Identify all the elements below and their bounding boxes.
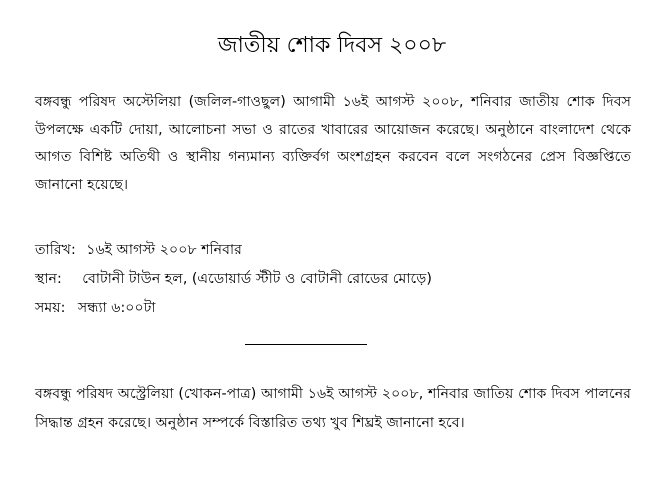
venue-label: স্থান: — [35, 271, 62, 287]
section-divider — [245, 344, 367, 345]
time-row — [35, 294, 631, 323]
date-row — [35, 236, 631, 265]
time-value: সন্ধ্যা ৬:০০টা — [77, 300, 156, 316]
venue-row — [35, 265, 631, 294]
event-details — [35, 236, 631, 323]
announcement-paragraph-2: বঙ্গবন্ধু পরিষদ অস্ট্রেলিয়া (খোকন-পাত্র) আগামী ১৬ই আগস্ট ২০০৮, শনিবার জাতিয় শোক দিবস পালনের সিদ্ধান্ত গ্রহন করেছে। অনুষ্ঠান সম্পর্কে বিস্তারিত তথ্য খুব শিঘ্রই জানানো হবে। — [35, 386, 631, 431]
time-label: সময়: — [35, 300, 66, 316]
date-value: ১৬ই আগস্ট ২০০৮ শনিবার — [86, 242, 242, 258]
announcement-paragraph-1: বঙ্গবন্ধু পরিষদ অস্টেলিয়া (জলিল-গাওছুল) আগামী ১৬ই আগস্ট ২০০৮, শনিবার জাতীয় শোক দিবস উপলক্ষে একটি দোয়া, আলোচনা সভা ও রাতের খাবারের আয়োজন করেছে। অনুষ্ঠানে বাংলাদেশ থেকে আগত বিশিষ্ট অতিথী ও স্থানীয় গন্যমান্য ব্যক্তির্বগ অংশগ্রহন করবেন বলে সংগঠনের প্রেস বিজ্ঞপ্তিতে জানানো হয়েছে। — [35, 94, 631, 193]
venue-value: বোটানী টাউন হল, (এডোয়ার্ড স্টীট ও বোটানী রোডের মোড়ে) — [82, 271, 432, 287]
document-title: জাতীয় শোক দিবস ২০০৮ — [217, 33, 447, 58]
date-label: তারিখ: — [35, 242, 76, 258]
